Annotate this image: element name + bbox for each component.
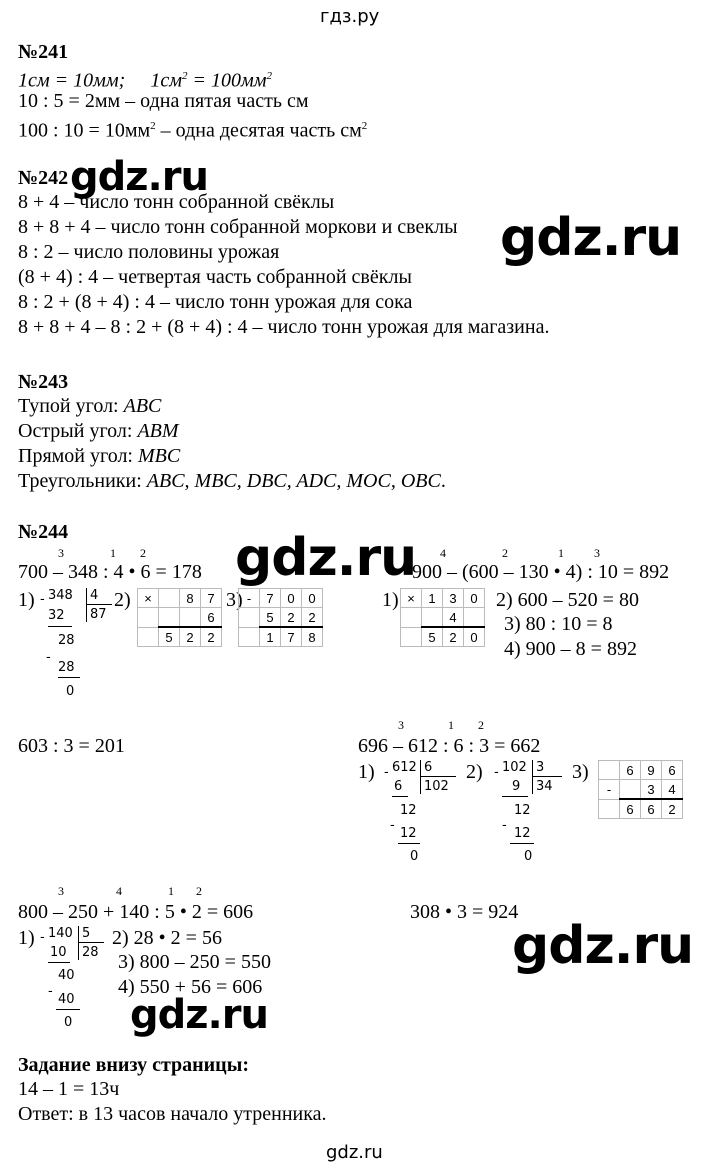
- op: -: [599, 780, 620, 800]
- digit: 8: [180, 589, 201, 608]
- subtraction-grid: [598, 760, 683, 819]
- step-line: 3) 80 : 10 = 8: [504, 613, 613, 635]
- problem-241-line2: 10 : 5 = 2мм – одна пятая часть см: [18, 90, 309, 112]
- remainder: 28: [58, 633, 75, 648]
- expression-4: 696 – 612 : 6 : 3 = 662: [358, 735, 541, 757]
- bottom-task-answer: Ответ: в 13 часов начало утренника.: [18, 1103, 327, 1125]
- digit: 7: [260, 589, 281, 608]
- digit: 7: [281, 627, 302, 647]
- label: Прямой угол:: [18, 445, 138, 467]
- expression-6: 308 • 3 = 924: [410, 901, 519, 923]
- digit: 8: [302, 627, 323, 647]
- watermark-top: гдз.ру: [320, 6, 380, 27]
- remainder: 0: [66, 684, 75, 699]
- digit: 2: [302, 608, 323, 628]
- problem-242-line: 8 + 8 + 4 – 8 : 2 + (8 + 4) : 4 – число тонн урожая для магазина.: [18, 316, 550, 338]
- problem-242-line: 8 : 2 + (8 + 4) : 4 – число тонн урожая для сока: [18, 291, 413, 313]
- order-number: 3: [594, 546, 600, 560]
- order-number: 3: [58, 546, 64, 560]
- division-bar: [420, 760, 421, 794]
- watermark-gdz: gdz.ru: [235, 528, 417, 588]
- unit-cm-mm: 1см = 10мм;: [18, 69, 126, 92]
- division-bar: [532, 760, 533, 794]
- division-bar: [532, 776, 562, 777]
- digit: 2: [180, 627, 201, 647]
- watermark-gdz: gdz.ru: [500, 208, 682, 268]
- digit: 9: [641, 761, 662, 780]
- watermark-bottom: gdz.ru: [326, 1142, 383, 1163]
- minus-sign: -: [40, 930, 45, 945]
- problem-241-line3: [18, 114, 367, 143]
- divisor: 4: [90, 588, 99, 603]
- minus-sign: -: [494, 765, 499, 780]
- quotient: 102: [424, 779, 449, 794]
- problem-243-line: [18, 419, 179, 443]
- order-number: 3: [58, 884, 64, 898]
- divisor: 5: [82, 926, 91, 941]
- digit: 6: [201, 608, 222, 628]
- divisor: 3: [536, 760, 545, 775]
- digit: 2: [443, 627, 464, 647]
- order-number: 2: [478, 718, 484, 732]
- dividend: 102: [502, 760, 527, 775]
- step-label: 3): [226, 589, 243, 611]
- digit: 1: [260, 627, 281, 647]
- step-label: 3): [572, 761, 589, 783]
- bottom-task-line: 14 – 1 = 13ч: [18, 1078, 120, 1100]
- order-number: 4: [116, 884, 122, 898]
- digit: 0: [464, 627, 485, 647]
- problem-242-line: (8 + 4) : 4 – четвертая часть собранной свёклы: [18, 266, 412, 288]
- line3-part2: – одна десятая часть см: [155, 119, 362, 142]
- problem-243-line: [18, 394, 161, 418]
- underline: [48, 962, 70, 963]
- divisor: 6: [424, 760, 433, 775]
- digit: 3: [443, 589, 464, 608]
- digit: 2: [281, 608, 302, 628]
- quotient: 87: [90, 607, 107, 622]
- digit: 2: [201, 627, 222, 647]
- quotient: 34: [536, 779, 553, 794]
- bottom-task-header: Задание внизу страницы:: [18, 1054, 249, 1076]
- digit: 6: [620, 799, 641, 819]
- subtrahend: 40: [58, 992, 75, 1007]
- order-number: 2: [196, 884, 202, 898]
- order-number: 2: [140, 546, 146, 560]
- period: .: [440, 470, 446, 492]
- step-label: 2): [114, 589, 131, 611]
- digit: 3: [641, 780, 662, 800]
- angle-value: ABM: [137, 420, 179, 442]
- underline: [48, 626, 72, 627]
- superscript: 2: [266, 70, 272, 82]
- unit-cm2: 1см: [150, 69, 182, 92]
- dividend: 348: [48, 588, 73, 603]
- unit-mm2: = 100мм: [187, 69, 267, 92]
- division-bar: [86, 604, 112, 605]
- remainder: 0: [64, 1015, 73, 1030]
- digit: 4: [443, 608, 464, 628]
- minus-sign: -: [48, 984, 53, 999]
- order-number: 3: [398, 718, 404, 732]
- problem-243-line: [18, 444, 180, 468]
- remainder: 12: [514, 803, 531, 818]
- problem-243-line: [18, 469, 446, 493]
- underline: [392, 796, 408, 797]
- minus-sign: -: [390, 818, 395, 833]
- triangles-value: ABC, MBC, DBC, ADC, MOC, OBC: [146, 470, 441, 492]
- minus-sign: -: [384, 765, 389, 780]
- op: ×: [401, 589, 422, 608]
- superscript: 2: [181, 70, 188, 82]
- digit: 2: [662, 799, 683, 819]
- division-bar: [78, 926, 79, 960]
- digit: 0: [464, 589, 485, 608]
- digit: 6: [620, 761, 641, 780]
- underline: [510, 843, 534, 844]
- underline: [58, 677, 80, 678]
- digit: 4: [662, 780, 683, 800]
- digit: 5: [422, 627, 443, 647]
- multiplication-grid: [137, 588, 222, 647]
- watermark-gdz: gdz.ru: [512, 916, 694, 976]
- minus-sign: -: [46, 650, 51, 665]
- expression-3: 603 : 3 = 201: [18, 735, 125, 757]
- minus-sign: -: [40, 592, 45, 607]
- step-label: 1): [382, 589, 399, 611]
- step-label: 1): [358, 761, 375, 783]
- superscript: 2: [150, 120, 156, 132]
- step-line: 2) 28 • 2 = 56: [112, 927, 222, 949]
- order-number: 1: [168, 884, 174, 898]
- remainder: 0: [410, 849, 419, 864]
- expression-1: 700 – 348 : 4 • 6 = 178: [18, 561, 202, 583]
- label: Острый угол:: [18, 420, 138, 442]
- order-number: 2: [502, 546, 508, 560]
- problem-242-line: 8 + 8 + 4 – число тонн собранной моркови и свеклы: [18, 216, 458, 238]
- label: Тупой угол:: [18, 395, 124, 417]
- label: Треугольники:: [18, 470, 147, 492]
- step-label: 2): [466, 761, 483, 783]
- watermark-gdz: gdz.ru: [130, 992, 268, 1038]
- problem-242-line: 8 : 2 – число половины урожая: [18, 241, 280, 263]
- division-bar: [420, 776, 456, 777]
- quotient: 28: [82, 945, 99, 960]
- multiplication-grid: [400, 588, 485, 647]
- step-label: 1): [18, 589, 35, 611]
- angle-value: ABC: [123, 395, 162, 417]
- underline: [502, 796, 528, 797]
- digit: 1: [422, 589, 443, 608]
- step-line: 2) 600 – 520 = 80: [496, 589, 639, 611]
- step-line: 4) 550 + 56 = 606: [118, 976, 263, 998]
- step-label: 1): [18, 927, 35, 949]
- problem-241-header: №241: [18, 41, 69, 63]
- minus-sign: -: [502, 818, 507, 833]
- watermark-gdz: gdz.ru: [70, 154, 208, 200]
- dividend: 612: [392, 760, 417, 775]
- order-number: 4: [440, 546, 446, 560]
- subtrahend: 12: [514, 826, 531, 841]
- expression-2: 900 – (600 – 130 • 4) : 10 = 892: [412, 561, 670, 583]
- underline: [398, 843, 420, 844]
- line3-part1: 100 : 10 = 10мм: [18, 119, 151, 142]
- division-bar: [78, 942, 104, 943]
- remainder: 12: [400, 803, 417, 818]
- angle-value: MBC: [137, 445, 181, 467]
- step-line: 3) 800 – 250 = 550: [118, 951, 271, 973]
- digit: 7: [201, 589, 222, 608]
- order-number: 1: [110, 546, 116, 560]
- subtraction-grid: [238, 588, 323, 647]
- subtrahend: 28: [58, 660, 75, 675]
- subtrahend: 32: [48, 608, 65, 623]
- digit: 6: [662, 761, 683, 780]
- problem-244-header: №244: [18, 521, 69, 543]
- dividend: 140: [48, 926, 73, 941]
- problem-242-header: №242: [18, 167, 69, 189]
- underline: [56, 1009, 80, 1010]
- subtrahend: 6: [394, 779, 403, 794]
- digit: 0: [302, 589, 323, 608]
- op: ×: [138, 589, 159, 608]
- op: -: [239, 589, 260, 608]
- digit: 6: [641, 799, 662, 819]
- problem-243-header: №243: [18, 371, 69, 393]
- subtrahend: 10: [50, 945, 67, 960]
- digit: 0: [281, 589, 302, 608]
- digit: 5: [159, 627, 180, 647]
- step-line: 4) 900 – 8 = 892: [504, 638, 637, 660]
- division-bar: [86, 588, 87, 622]
- order-number: 1: [448, 718, 454, 732]
- remainder: 0: [524, 849, 533, 864]
- order-number: 1: [558, 546, 564, 560]
- digit: 5: [260, 608, 281, 628]
- subtrahend: 12: [400, 826, 417, 841]
- superscript: 2: [361, 120, 368, 132]
- expression-5: 800 – 250 + 140 : 5 • 2 = 606: [18, 901, 254, 923]
- remainder: 40: [58, 968, 75, 983]
- subtrahend: 9: [512, 779, 521, 794]
- problem-242-line: 8 + 4 – число тонн собранной свёклы: [18, 191, 335, 213]
